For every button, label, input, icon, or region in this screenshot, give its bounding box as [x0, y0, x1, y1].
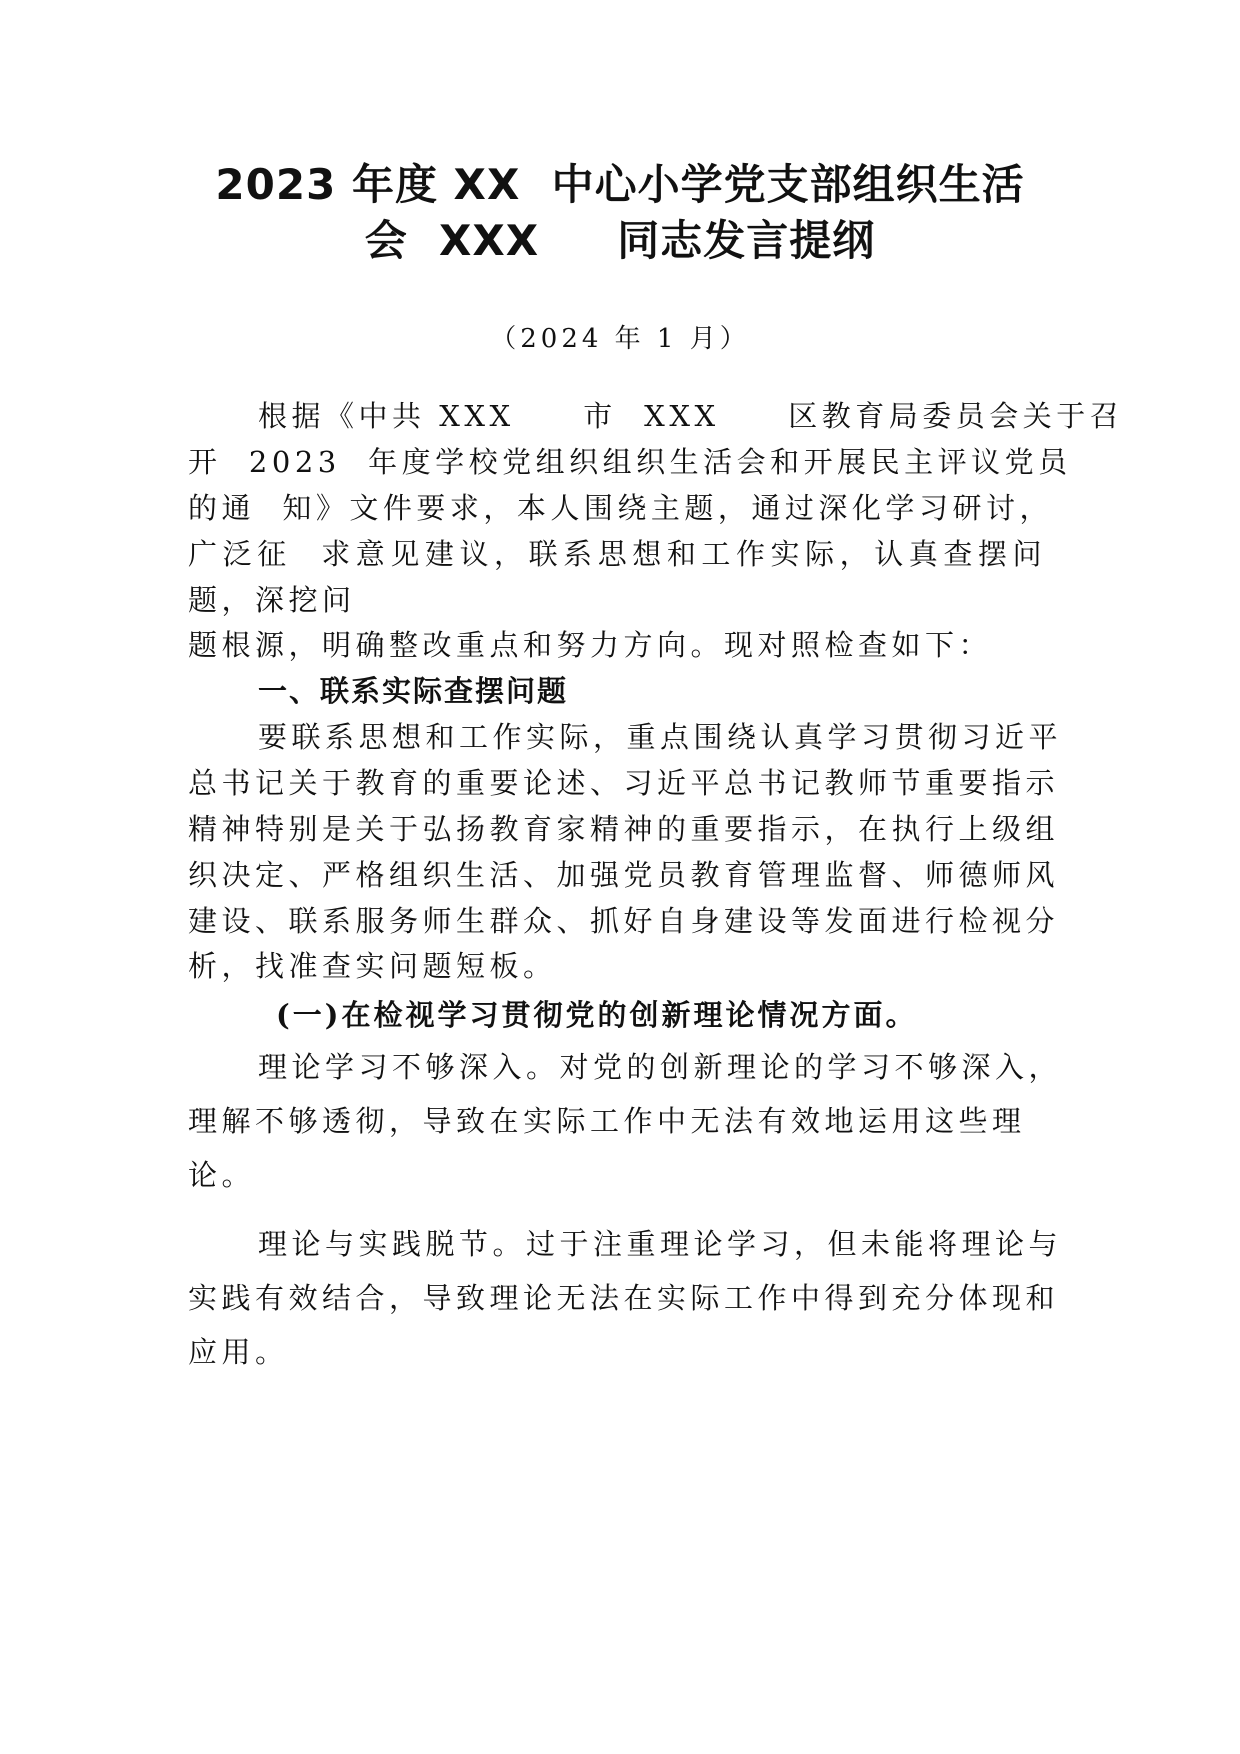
section1-line-4: 织决定、严格组织生活、加强党员教育管理监督、师德师风: [188, 858, 1060, 892]
subsection1-para1-line-2: 理解不够透彻，导致在实际工作中无法有效地运用这些理: [188, 1104, 1026, 1138]
section1-line-5: 建设、联系服务师生群众、抓好自身建设等发面进行检视分: [188, 904, 1060, 938]
document-title-line-2: 会 XXX 同志发言提纲: [364, 216, 876, 265]
document-date: （2024 年 1 月）: [490, 324, 750, 354]
subsection-heading-1: (一)在检视学习贯彻党的创新理论情况方面。: [276, 998, 918, 1032]
intro-line-6: 题根源，明确整改重点和努力方向。现对照检查如下：: [188, 628, 993, 662]
section1-line-3: 精神特别是关于弘扬教育家精神的重要指示，在执行上级组: [188, 812, 1060, 846]
subsection1-para2-line-3: 应用。: [188, 1335, 289, 1369]
section1-line-2: 总书记关于教育的重要论述、习近平总书记教师节重要指示: [188, 766, 1060, 800]
subsection1-para2-line-2: 实践有效结合，导致理论无法在实际工作中得到充分体现和: [188, 1281, 1060, 1315]
intro-line-3: 的通 知》文件要求，本人围绕主题，通过深化学习研讨，: [188, 491, 1053, 525]
intro-line-4: 广泛征 求意见建议，联系思想和工作实际，认真查摆问: [188, 537, 1046, 571]
section-heading-1: 一、联系实际查摆问题: [258, 674, 569, 708]
subsection1-para1-line-3: 论。: [188, 1158, 256, 1192]
section1-line-6: 析，找准查实问题短板。: [188, 949, 557, 983]
subsection1-para2-line-1: 理论与实践脱节。过于注重理论学习，但未能将理论与: [258, 1227, 1063, 1261]
document-title-line-1: 2023 年度 XX 中心小学党支部组织生活: [215, 160, 1025, 209]
intro-line-2: 开 2023 年度学校党组织组织生活会和开展民主评议党员: [188, 445, 1072, 479]
subsection1-para1-line-1: 理论学习不够深入。对党的创新理论的学习不够深入，: [258, 1050, 1063, 1084]
intro-line-5: 题，深挖问: [188, 583, 356, 617]
intro-line-1: 根据《中共 XXX 市 XXX 区教育局委员会关于召: [258, 399, 1124, 433]
section1-line-1: 要联系思想和工作实际，重点围绕认真学习贯彻习近平: [258, 720, 1063, 754]
